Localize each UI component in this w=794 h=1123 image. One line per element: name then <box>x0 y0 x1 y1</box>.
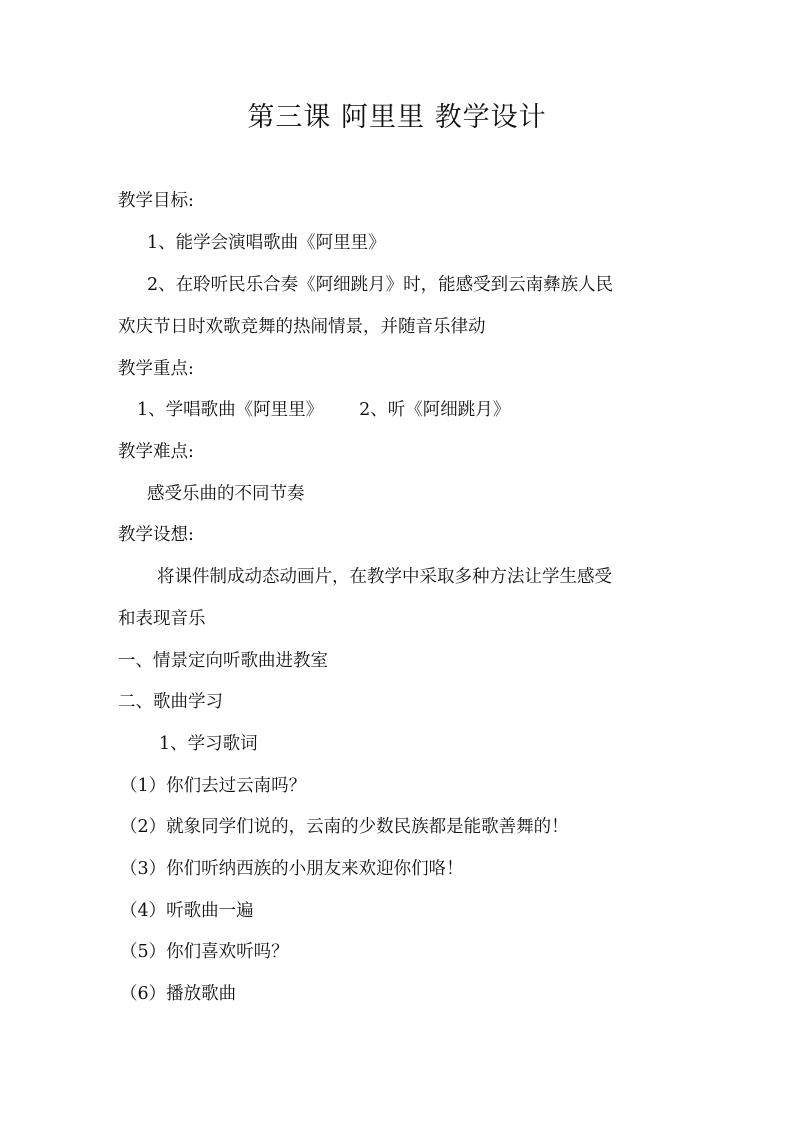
page-title: 第三课 阿里里 教学设计 <box>247 102 547 133</box>
difficulties-heading: 教学难点: <box>118 442 194 462</box>
key-points-heading: 教学重点: <box>118 359 194 379</box>
design-heading: 教学设想: <box>118 525 194 545</box>
difficulty-item-1: 感受乐曲的不同节奏 <box>147 484 305 504</box>
objective-item-1: 1、能学会演唱歌曲《阿里里》 <box>147 233 386 253</box>
key-point-item-1: 1、学唱歌曲《阿里里》 <box>137 400 324 420</box>
section-two: 二、歌曲学习 <box>118 692 223 712</box>
step-item: （4）听歌曲一遍 <box>120 901 254 921</box>
step-item: （5）你们喜欢听吗？ <box>120 942 289 962</box>
key-points-row <box>137 396 510 424</box>
key-point-item-2: 2、听《阿细跳月》 <box>359 400 511 420</box>
step-item: （2）就象同学们说的，云南的少数民族都是能歌善舞的！ <box>120 817 569 837</box>
step-item: （3）你们听纳西族的小朋友来欢迎你们咯！ <box>120 859 464 879</box>
objective-item-2-line-2: 欢庆节日时欢歌竞舞的热闹情景，并随音乐律动 <box>118 317 486 337</box>
subsection-1: 1、学习歌词 <box>159 734 258 754</box>
objectives-heading: 教学目标: <box>118 191 194 211</box>
design-line-1: 将课件制成动态动画片，在教学中采取多种方法让学生感受 <box>157 567 612 587</box>
step-item: （1）你们去过云南吗？ <box>120 776 307 796</box>
design-line-2: 和表现音乐 <box>118 609 206 629</box>
section-one: 一、情景定向听歌曲进教室 <box>118 651 328 671</box>
step-item: （6）播放歌曲 <box>120 984 237 1004</box>
objective-item-2-line-1: 2、在聆听民乐合奏《阿细跳月》时，能感受到云南彝族人民 <box>147 275 614 295</box>
